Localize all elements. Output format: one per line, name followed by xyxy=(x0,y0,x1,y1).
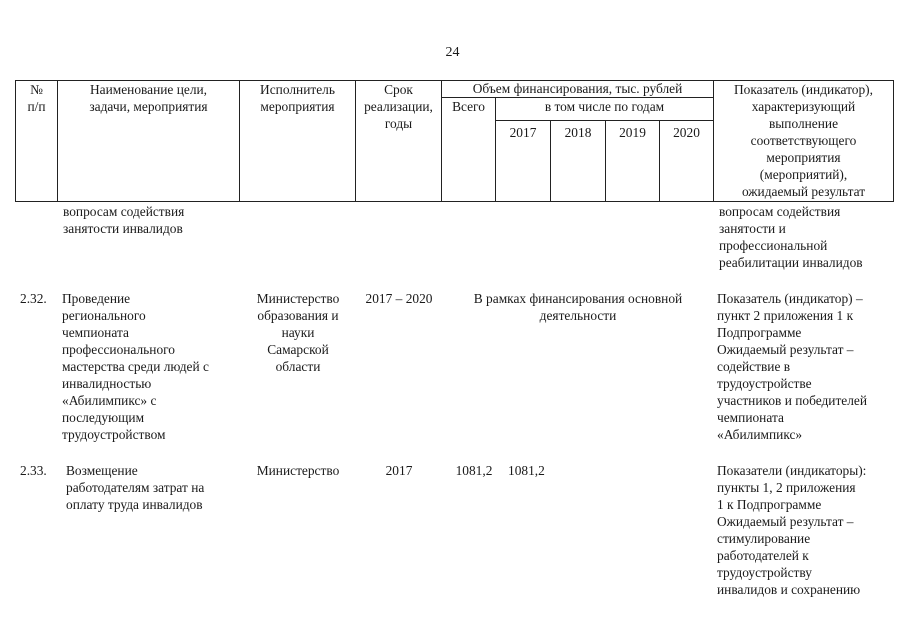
header-year-2017: 2017 xyxy=(509,125,537,140)
row-term: 2017 – 2020 xyxy=(365,291,433,306)
header-by-years: в том числе по годам xyxy=(544,99,665,114)
header-year-2020: 2020 xyxy=(673,125,700,140)
header-funding: Объем финансирования, тыс. рублей xyxy=(472,81,683,96)
row-executor: Министерство xyxy=(256,463,340,478)
header-year-2018: 2018 xyxy=(564,125,592,140)
header-executor: Исполнитель мероприятия xyxy=(260,82,335,114)
continuation-name: вопросам содействия занятости инвалидов xyxy=(63,204,185,236)
row-num: 2.33. xyxy=(20,463,47,478)
page-number: 24 xyxy=(445,45,460,60)
header-total: Всего xyxy=(452,99,485,114)
header-year-2019: 2019 xyxy=(619,125,646,140)
row-total: 1081,2 xyxy=(455,463,493,478)
header-indicator: Показатель (индикатор), характеризующий выполнение соответствующего мероприятия (мероприятий), ожидаемый результат xyxy=(734,82,873,199)
row-name: Проведение регионального чемпионата профессионального мастерства среди людей с инвалидностью «Абилимпикс» с последующим трудоустройством xyxy=(62,291,209,442)
row-name: Возмещение работодателям затрат на оплату труда инвалидов xyxy=(66,463,205,512)
row-term: 2017 xyxy=(385,463,413,478)
header-term: Срок реализации, годы xyxy=(364,82,433,131)
row-indicator: Показатели (индикаторы): пункты 1, 2 приложения 1 к Подпрограмме Ожидаемый результат – стимулирование работодателей к трудоустройству инвалидов и сохранению xyxy=(717,463,867,597)
continuation-indicator: вопросам содействия занятости и профессиональной реабилитации инвалидов xyxy=(719,204,863,270)
row-indicator: Показатель (индикатор) – пункт 2 приложения 1 к Подпрограмме Ожидаемый результат – содействие в трудоустройстве участников и победителей чемпионата «Абилимпикс» xyxy=(717,291,868,442)
row-y2017: 1081,2 xyxy=(508,463,545,478)
row-num: 2.32. xyxy=(20,291,47,306)
header-num: № п/п xyxy=(27,82,46,114)
row-executor: Министерство образования и науки Самарской области xyxy=(256,291,340,374)
row-funding-note: В рамках финансирования основной деятельности xyxy=(473,291,683,323)
header-name: Наименование цели, задачи, мероприятия xyxy=(89,82,208,114)
